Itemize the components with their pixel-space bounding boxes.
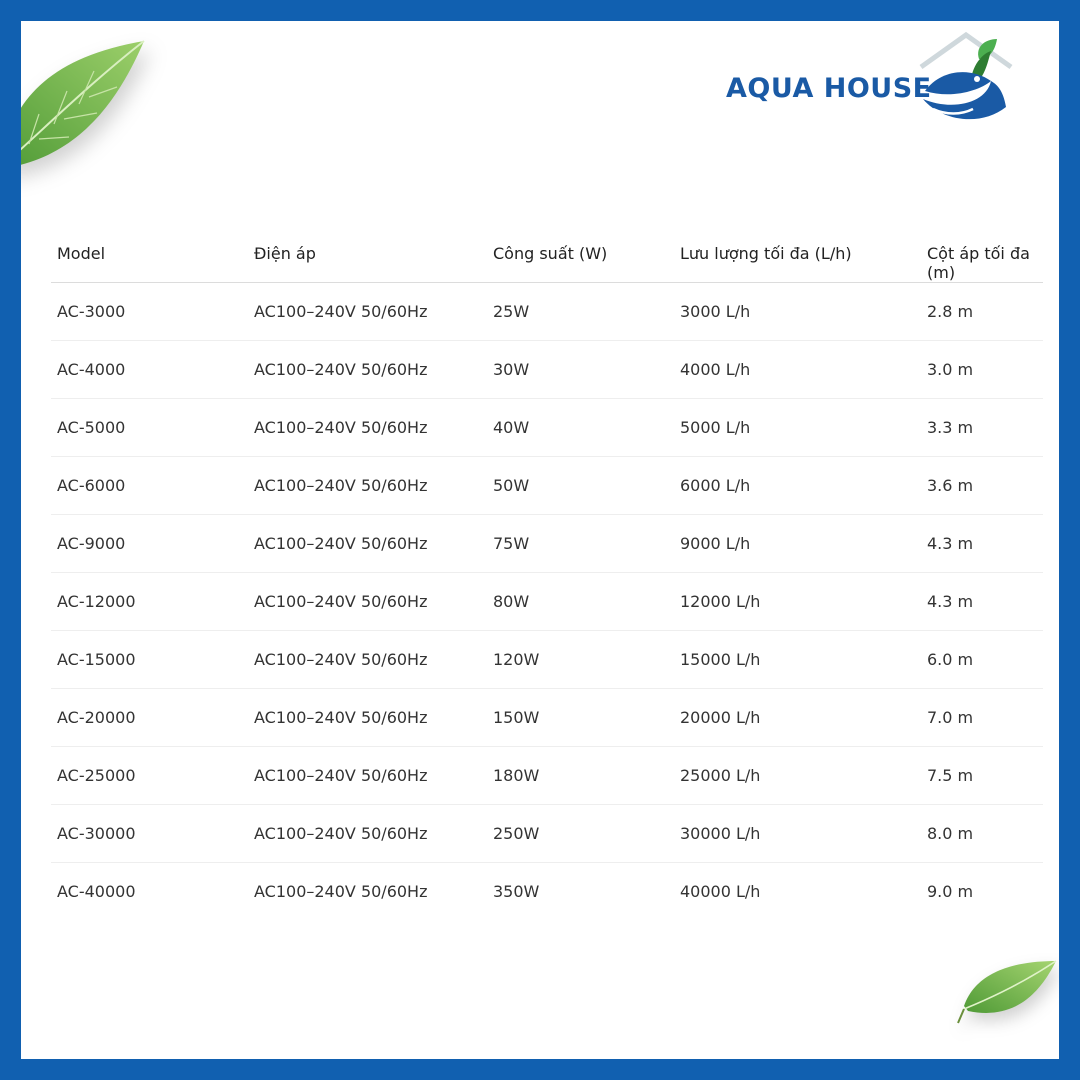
table-row <box>51 515 1043 573</box>
spec-table <box>51 239 1043 920</box>
leaf-icon <box>956 951 1059 1041</box>
table-cell: AC-9000 <box>51 515 248 573</box>
table-cell: AC100–240V 50/60Hz <box>248 515 487 573</box>
table-cell: AC100–240V 50/60Hz <box>248 747 487 805</box>
column-header: Cột áp tối đa (m) <box>921 239 1043 283</box>
table-cell: AC100–240V 50/60Hz <box>248 631 487 689</box>
table-cell: 3.3 m <box>921 399 1043 457</box>
table-cell: 250W <box>487 805 674 863</box>
table-cell: AC-15000 <box>51 631 248 689</box>
content-frame <box>21 21 1059 1059</box>
column-header: Công suất (W) <box>487 239 674 283</box>
table-cell: 50W <box>487 457 674 515</box>
house-fish-logo-icon <box>911 29 1021 134</box>
table-cell: 9000 L/h <box>674 515 921 573</box>
column-header: Lưu lượng tối đa (L/h) <box>674 239 921 283</box>
column-header: Điện áp <box>248 239 487 283</box>
table-cell: 8.0 m <box>921 805 1043 863</box>
table-cell: 15000 L/h <box>674 631 921 689</box>
column-header: Model <box>51 239 248 283</box>
table-row <box>51 457 1043 515</box>
table-cell: 5000 L/h <box>674 399 921 457</box>
table-cell: AC100–240V 50/60Hz <box>248 341 487 399</box>
table-row <box>51 805 1043 863</box>
table-cell: 9.0 m <box>927 882 974 901</box>
table-cell: 7.5 m <box>921 747 1043 805</box>
table-cell: 2.8 m <box>921 283 1043 341</box>
table-cell: AC100–240V 50/60Hz <box>248 573 487 631</box>
table-cell: 6000 L/h <box>674 457 921 515</box>
table-cell: 3000 L/h <box>674 283 921 341</box>
table-cell: 180W <box>487 747 674 805</box>
table-cell: AC-4000 <box>51 341 248 399</box>
table-cell: AC-12000 <box>51 573 248 631</box>
table-cell: 40W <box>487 399 674 457</box>
table-cell: AC-20000 <box>51 689 248 747</box>
table-cell: 350W <box>493 882 540 901</box>
table-cell: 6.0 m <box>921 631 1043 689</box>
leaf-icon <box>21 21 149 189</box>
table-cell: AC-3000 <box>51 283 248 341</box>
table-row <box>51 399 1043 457</box>
table-row <box>51 283 1043 341</box>
table-row <box>51 747 1043 805</box>
table-cell: 4.3 m <box>921 573 1043 631</box>
table-cell: 12000 L/h <box>674 573 921 631</box>
table-cell: 20000 L/h <box>674 689 921 747</box>
table-header-row <box>51 239 1043 283</box>
table-cell: 4.3 m <box>921 515 1043 573</box>
table-cell: AC100–240V 50/60Hz <box>248 805 487 863</box>
table-cell: AC100–240V 50/60Hz <box>248 457 487 515</box>
table-cell: AC-40000 <box>57 882 136 901</box>
table-cell: AC100–240V 50/60Hz <box>254 882 428 901</box>
table-cell: 120W <box>487 631 674 689</box>
table-cell: AC100–240V 50/60Hz <box>248 399 487 457</box>
table-row <box>51 863 1043 921</box>
table-cell: 40000 L/h <box>680 882 761 901</box>
table-cell: AC100–240V 50/60Hz <box>248 283 487 341</box>
table-cell: 7.0 m <box>921 689 1043 747</box>
table-cell: 30W <box>487 341 674 399</box>
table-cell: AC-5000 <box>51 399 248 457</box>
table-cell: AC-30000 <box>51 805 248 863</box>
table-row <box>51 341 1043 399</box>
table-cell: AC-25000 <box>51 747 248 805</box>
table-cell: AC100–240V 50/60Hz <box>248 689 487 747</box>
table-cell: 30000 L/h <box>674 805 921 863</box>
table-cell: 25000 L/h <box>674 747 921 805</box>
table-cell: 25W <box>487 283 674 341</box>
table-cell: AC-6000 <box>51 457 248 515</box>
table-cell: 3.0 m <box>921 341 1043 399</box>
brand-name: AQUA HOUSE <box>726 73 932 104</box>
table-row <box>51 689 1043 747</box>
table-cell: 80W <box>487 573 674 631</box>
table-cell: 75W <box>487 515 674 573</box>
table-row <box>51 631 1043 689</box>
table-cell: 150W <box>487 689 674 747</box>
table-cell: 4000 L/h <box>674 341 921 399</box>
brand-logo <box>726 29 1026 139</box>
table-cell: 3.6 m <box>921 457 1043 515</box>
table-row <box>51 573 1043 631</box>
